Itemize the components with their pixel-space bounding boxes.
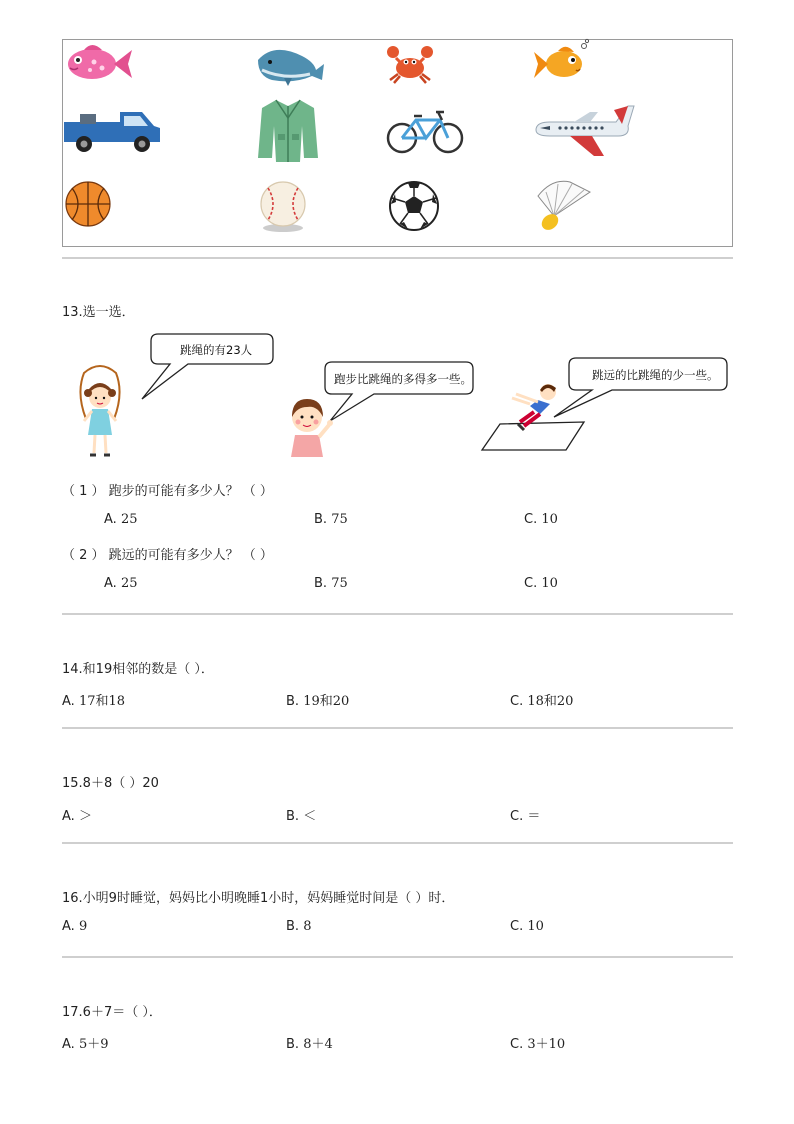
option-value: 25 — [120, 512, 138, 527]
option-letter: C. — [510, 919, 524, 934]
q13-sub1-option-a[interactable] — [104, 512, 137, 527]
basketball-icon — [64, 180, 112, 228]
option-value: 5＋9 — [78, 1037, 109, 1052]
option-letter: B. — [286, 1037, 300, 1052]
option-value: 17和18 — [78, 694, 126, 709]
q15-option-a[interactable] — [62, 805, 92, 824]
q13-sub2-option-a[interactable] — [104, 576, 137, 591]
option-value: 75 — [331, 576, 348, 591]
girl-waving-icon — [283, 395, 335, 459]
option-value: 25 — [120, 576, 138, 591]
separator-line — [62, 257, 733, 259]
bubble-1-text: 跳绳的有23人 — [180, 343, 253, 357]
separator-line — [62, 613, 733, 615]
pickup-truck-icon — [62, 104, 162, 156]
q14-option-c[interactable] — [510, 690, 573, 709]
q17-title: 17.6＋7＝（ ）． — [62, 1005, 162, 1020]
q13-sub2-option-b[interactable] — [314, 576, 348, 591]
option-letter: C. — [510, 1037, 524, 1052]
option-value: 10 — [527, 919, 544, 934]
option-value: ＝ — [527, 809, 541, 824]
q13-sub1-label: （ 1 ） 跑步的可能有多少人？ （ ） — [62, 484, 273, 499]
bubble-2-text: 跑步比跳绳的多得多一些。 — [334, 372, 472, 386]
option-value: 8＋4 — [303, 1037, 333, 1052]
q13-title: 13.选一选． — [62, 305, 135, 320]
q13-sub2-option-c[interactable] — [524, 576, 558, 591]
separator-line — [62, 956, 733, 958]
option-letter: C. — [524, 512, 538, 527]
q17-option-b[interactable] — [286, 1033, 333, 1052]
option-value: 75 — [331, 512, 348, 527]
option-value: 10 — [541, 576, 558, 591]
bicycle-icon — [386, 104, 464, 156]
option-letter: A. — [62, 1037, 75, 1052]
girl-jump-rope-icon — [72, 363, 128, 461]
option-letter: C. — [524, 576, 538, 591]
q13-sub1-option-c[interactable] — [524, 512, 558, 527]
option-letter: C. — [510, 694, 524, 709]
option-value: 10 — [541, 512, 558, 527]
jacket-icon — [256, 96, 320, 164]
option-value: 8 — [303, 919, 312, 934]
option-value: ＞ — [78, 809, 92, 824]
airplane-icon — [530, 100, 634, 158]
option-value: 3＋10 — [527, 1037, 566, 1052]
soccer-ball-icon — [388, 180, 440, 232]
separator-line — [62, 727, 733, 729]
option-letter: B. — [286, 919, 300, 934]
baseball-icon — [256, 178, 310, 234]
option-letter: B. — [286, 694, 300, 709]
q14-title: 14.和19相邻的数是（ ）． — [62, 662, 214, 677]
option-value: 19和20 — [303, 694, 350, 709]
q15-option-b[interactable] — [286, 805, 316, 824]
option-value: 18和20 — [527, 694, 574, 709]
q14-option-b[interactable] — [286, 690, 349, 709]
option-letter: A. — [104, 512, 117, 527]
q17-option-a[interactable] — [62, 1033, 108, 1052]
option-value: 9 — [78, 919, 88, 934]
separator-line — [62, 842, 733, 844]
option-letter: A. — [62, 694, 75, 709]
option-letter: B. — [314, 512, 328, 527]
bubble-3-text: 跳远的比跳绳的少一些。 — [592, 368, 719, 382]
option-letter: A. — [62, 809, 75, 824]
shuttlecock-icon — [532, 176, 592, 236]
q16-option-b[interactable] — [286, 919, 311, 934]
option-letter: C. — [510, 809, 524, 824]
option-letter: B. — [314, 576, 328, 591]
q16-title: 16.小明9时睡觉，妈妈比小明晚睡1小时，妈妈睡觉时间是（ ）时． — [62, 891, 455, 906]
q15-option-c[interactable] — [510, 805, 540, 824]
q15-title: 15.8＋8（ ）20 — [62, 776, 159, 791]
q14-option-a[interactable] — [62, 690, 125, 709]
option-letter: B. — [286, 809, 300, 824]
option-letter: A. — [62, 919, 75, 934]
goldfish-icon — [530, 38, 590, 86]
q13-sub2-label: （ 2 ） 跳远的可能有多少人？ （ ） — [62, 548, 273, 563]
option-letter: A. — [104, 576, 117, 591]
q16-option-c[interactable] — [510, 919, 544, 934]
crab-icon — [386, 42, 434, 84]
speech-bubble-2 — [322, 361, 474, 423]
whale-icon — [254, 40, 326, 86]
q16-option-a[interactable] — [62, 919, 87, 934]
option-value: ＜ — [303, 809, 317, 824]
q13-sub1-option-b[interactable] — [314, 512, 348, 527]
boy-long-jump-icon — [480, 380, 590, 454]
speech-bubble-1 — [140, 333, 274, 401]
q17-option-c[interactable] — [510, 1033, 565, 1052]
fish-icon — [62, 40, 134, 86]
